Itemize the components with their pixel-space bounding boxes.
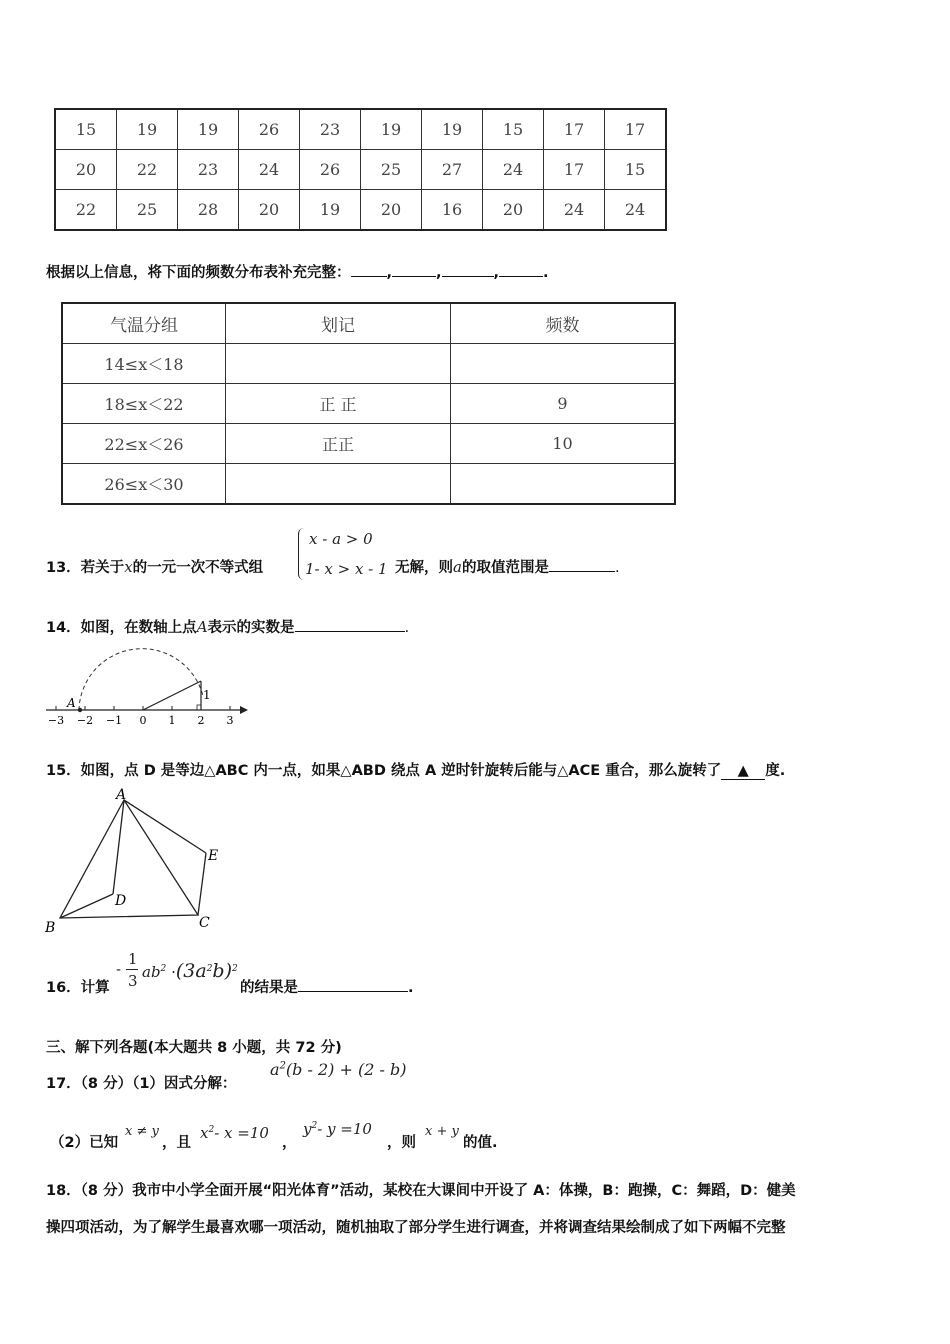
freq-row-group: 26≤x＜30 (62, 464, 226, 505)
temps-cell: 20 (361, 190, 422, 231)
axis-tick-label: 0 (139, 714, 147, 727)
freq-row-tally[interactable] (226, 344, 451, 384)
q17-value: 的值. (463, 1135, 498, 1151)
temps-cell: 28 (178, 190, 239, 231)
freq-row (62, 464, 675, 505)
freq-row-group: 18≤x＜22 (62, 384, 226, 424)
q17-eq1-rest: - x =10 (214, 1124, 269, 1142)
temps-cell: 25 (361, 150, 422, 190)
temps-cell: 19 (422, 109, 483, 150)
q18-line-2: 操四项活动，为了解学生最喜欢哪一项活动，随机抽取了部分学生进行调查，并将调查结果绘制成了如下两幅不完整 (46, 1220, 786, 1236)
temps-cell: 16 (422, 190, 483, 231)
point-a-dot (78, 708, 82, 712)
temps-cell: 19 (117, 109, 178, 150)
point-a-label: A (67, 696, 76, 710)
segment-ae (124, 800, 206, 853)
q17-condition: x ≠ y (125, 1124, 159, 1139)
q16-frac-den: 3 (128, 972, 138, 990)
q16-frac-bar (126, 969, 138, 970)
temps-row (55, 150, 666, 190)
temps-cell: 24 (544, 190, 605, 231)
temps-cell: 19 (178, 109, 239, 150)
header-tally: 划记 (226, 303, 451, 344)
section-3-heading: 三、解下列各题(本大题共 8 小题，共 72 分) (46, 1040, 342, 1056)
q15-end: 度. (765, 763, 786, 779)
temps-cell: 15 (605, 150, 667, 190)
q13-tail (395, 556, 620, 577)
vertex-c-label: C (199, 915, 210, 931)
q17-part1-prefix: 17．（8 分）（1）因式分解： (46, 1076, 237, 1092)
axis-tick-label: −2 (76, 714, 94, 727)
q17-then: ，则 (387, 1135, 416, 1151)
q13-end: . (614, 560, 620, 576)
q13-mid: 的一元一次不等式组 (132, 560, 264, 576)
triangle-abc (60, 800, 198, 918)
freq-row-tally: 正 正 (226, 384, 451, 424)
freq-row-count: 10 (451, 424, 676, 464)
q13-var-x: x (124, 558, 133, 576)
axis-arrow-icon (240, 706, 248, 714)
instruction-text: 根据以上信息，将下面的频数分布表补充完整： (46, 265, 351, 281)
freq-row-count: 9 (451, 384, 676, 424)
freq-row-tally: 正正 (226, 424, 451, 464)
temps-cell: 15 (483, 109, 544, 150)
temps-cell: 20 (239, 190, 300, 231)
q16-answer-blank[interactable] (298, 977, 408, 992)
q16-sup2: 2 (206, 964, 213, 974)
point-d-label: D (115, 893, 127, 909)
q13-suffix1: 无解，则 (395, 560, 453, 576)
temps-cell: 17 (605, 109, 667, 150)
q17-eq1-x: x (200, 1124, 209, 1142)
freq-row-count[interactable] (451, 464, 676, 505)
q16-term2-open: (3a (175, 960, 207, 982)
axis-tick-label: 3 (226, 714, 234, 727)
temps-cell: 15 (55, 109, 117, 150)
question-13 (46, 556, 263, 577)
vertex-b-label: B (45, 920, 56, 936)
q17-and: ，且 (162, 1135, 191, 1151)
q14-suffix: 表示的实数是 (207, 620, 295, 636)
q16-prefix: 16．计算 (46, 980, 110, 996)
temps-cell: 26 (300, 150, 361, 190)
temps-cell: 19 (361, 109, 422, 150)
q14-prefix: 14．如图，在数轴上点 (46, 620, 197, 636)
number-line-figure (40, 636, 260, 730)
freq-row-tally[interactable] (226, 464, 451, 505)
segment-ad (113, 800, 124, 894)
freq-row-group: 22≤x＜26 (62, 424, 226, 464)
freq-row (62, 344, 675, 384)
q17-target: x + y (425, 1124, 459, 1139)
q16-term2-close: b) (212, 960, 232, 982)
hypotenuse-line (143, 681, 201, 710)
q17-eq1-sup: 2 (208, 1125, 215, 1135)
answer-blank-2[interactable] (392, 262, 436, 277)
freq-row-count[interactable] (451, 344, 676, 384)
temps-cell: 23 (300, 109, 361, 150)
point-e-label: E (208, 848, 219, 864)
freq-row (62, 384, 675, 424)
q17-expr1-a: a (270, 1060, 280, 1079)
temps-cell: 26 (239, 109, 300, 150)
q16-tail (240, 976, 414, 997)
answer-blank-3[interactable] (442, 262, 494, 277)
q18-line-1: 18．（8 分）我市中小学全面开展“阳光体育”活动，某校在大课间中开设了 A：体操，B：跑操，C：舞蹈，D：健美 (46, 1183, 796, 1199)
q17-eq2-sup: 2 (311, 1121, 318, 1131)
q13-prefix: 13．若关于 (46, 560, 125, 576)
q17-eq2-y: y (303, 1120, 312, 1138)
q13-inequality-1: x - a > 0 (309, 530, 373, 548)
q17-eq2-rest: - y =10 (317, 1120, 372, 1138)
temps-cell: 22 (55, 190, 117, 231)
q14-end: . (404, 620, 410, 636)
q16-frac-num: 1 (128, 950, 138, 968)
q13-var-a: a (453, 558, 462, 576)
axis-tick-label: −1 (105, 714, 123, 727)
temps-row (55, 109, 666, 150)
header-frequency: 频数 (451, 303, 676, 344)
segment-bd (60, 894, 113, 918)
answer-blank-4[interactable] (499, 262, 543, 277)
freq-row (62, 424, 675, 464)
q16-dot: · (171, 963, 176, 981)
q16-expression (142, 960, 238, 982)
temps-cell: 23 (178, 150, 239, 190)
temps-cell: 20 (483, 190, 544, 231)
question-14 (46, 616, 409, 637)
q14-point: A (196, 618, 208, 636)
triangle-figure (40, 784, 240, 940)
temps-cell: 17 (544, 109, 605, 150)
temps-cell: 20 (55, 150, 117, 190)
temps-cell: 25 (117, 190, 178, 231)
answer-triangle-mark: ▲ (737, 763, 749, 779)
q14-answer-blank[interactable] (295, 617, 405, 632)
instruction-line: 根据以上信息，将下面的频数分布表补充完整： , , , . (46, 261, 549, 282)
temps-cell: 19 (300, 190, 361, 231)
temps-cell: 24 (239, 150, 300, 190)
axis-tick-label: −3 (47, 714, 65, 727)
q13-answer-blank[interactable] (549, 557, 615, 572)
q16-sup3: 2 (232, 964, 238, 974)
axis-tick-label: 1 (168, 714, 176, 727)
instruction-end: . (543, 265, 549, 281)
freq-row-group: 14≤x＜18 (62, 344, 226, 384)
answer-blank-1[interactable] (351, 262, 387, 277)
q16-minus: - (116, 960, 122, 978)
compass-arc (79, 649, 203, 710)
q17-expr1-rest: (b - 2) + (2 - b) (285, 1060, 407, 1079)
q16-end: . (408, 980, 414, 996)
temperature-data-table (54, 108, 667, 231)
temps-cell: 24 (605, 190, 667, 231)
freq-table-header (62, 303, 675, 344)
q15-answer-blank[interactable] (721, 763, 765, 780)
q17-part2-prefix: （2）已知 (50, 1135, 119, 1151)
q17-comma: ， (282, 1135, 297, 1151)
axis-ticks (48, 706, 234, 727)
axis-tick-label: 2 (197, 714, 205, 727)
temps-row (55, 190, 666, 231)
q13-suffix2: 的取值范围是 (461, 560, 549, 576)
temps-cell: 27 (422, 150, 483, 190)
q16-term1: ab (142, 963, 161, 981)
height-label: 1 (203, 688, 211, 702)
q17-equation-2 (303, 1120, 372, 1138)
q17-expr1-sup: 2 (279, 1060, 286, 1072)
q17-expression-1 (270, 1060, 406, 1079)
q16-sup1: 2 (160, 964, 167, 974)
temps-cell: 22 (117, 150, 178, 190)
q13-inequality-2: 1- x > x - 1 (305, 560, 388, 578)
temps-cell: 17 (544, 150, 605, 190)
frequency-distribution-table (61, 302, 676, 505)
question-15 (46, 759, 785, 780)
q15-text: 15．如图，点 D 是等边△ABC 内一点，如果△ABD 绕点 A 逆时针旋转后能与△ACE 重合，那么旋转了 (46, 763, 722, 779)
temps-cell: 24 (483, 150, 544, 190)
segment-ce (198, 853, 206, 915)
q17-equation-1 (200, 1124, 269, 1142)
q16-suffix: 的结果是 (240, 980, 298, 996)
vertex-a-label: A (116, 787, 127, 803)
header-group: 气温分组 (62, 303, 226, 344)
